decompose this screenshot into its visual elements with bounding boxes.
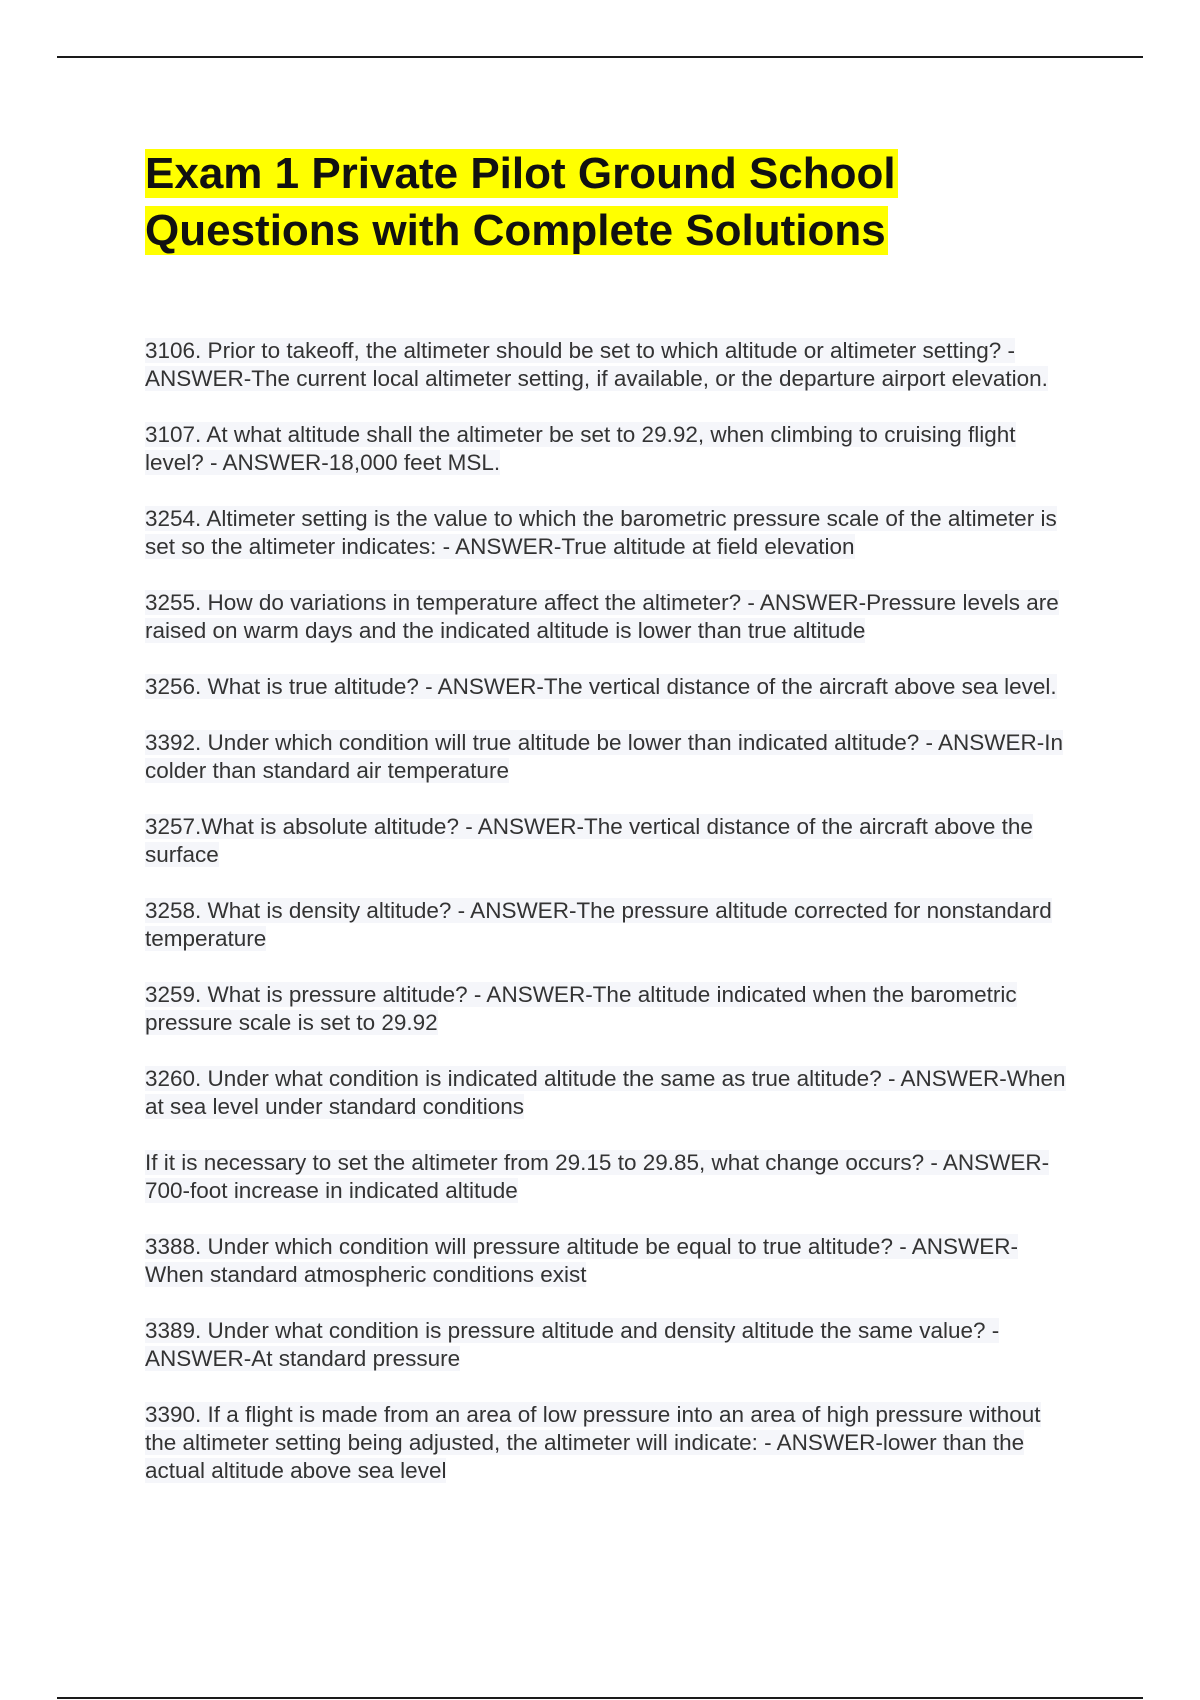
question-answer-item: 3254. Altimeter setting is the value to which the barometric pressure scale of the altimeter is set so the altimeter indicates: - ANSWER-True altitude at field elevation	[145, 506, 1057, 559]
question-answer-item: 3389. Under what condition is pressure altitude and density altitude the same value? - ANSWER-At standard pressure	[145, 1318, 1000, 1371]
question-answer-item: 3256. What is true altitude? - ANSWER-The vertical distance of the aircraft above sea level.	[145, 674, 1057, 699]
bottom-divider	[57, 1697, 1143, 1699]
title-text: Exam 1 Private Pilot Ground School Questions with Complete Solutions	[145, 149, 896, 255]
document-title	[145, 145, 1075, 259]
question-answer-item: If it is necessary to set the altimeter from 29.15 to 29.85, what change occurs? - ANSWER-700-foot increase in indicated altitude	[145, 1150, 1050, 1203]
question-answer-item: 3258. What is density altitude? - ANSWER-The pressure altitude corrected for nonstandard temperature	[145, 898, 1052, 951]
question-answer-item: 3392. Under which condition will true altitude be lower than indicated altitude? - ANSWER-In colder than standard air temperature	[145, 730, 1063, 783]
question-answer-item: 3107. At what altitude shall the altimeter be set to 29.92, when climbing to cruising flight level? - ANSWER-18,000 feet MSL.	[145, 422, 1016, 475]
question-answer-item: 3388. Under which condition will pressure altitude be equal to true altitude? - ANSWER-When standard atmospheric conditions exist	[145, 1234, 1018, 1287]
document-body	[145, 145, 1075, 1513]
question-answer-item: 3259. What is pressure altitude? - ANSWER-The altitude indicated when the barometric pressure scale is set to 29.92	[145, 982, 1017, 1035]
question-answer-item: 3257.What is absolute altitude? - ANSWER-The vertical distance of the aircraft above the surface	[145, 814, 1033, 867]
question-answer-item: 3390. If a flight is made from an area of low pressure into an area of high pressure without the altimeter setting being adjusted, the altimeter will indicate: - ANSWER-lower than the actual altitude above sea level	[145, 1402, 1041, 1483]
top-divider	[57, 56, 1143, 58]
question-answer-item: 3106. Prior to takeoff, the altimeter should be set to which altitude or altimeter setting? - ANSWER-The current local altimeter setting, if available, or the departure airport elevation.	[145, 338, 1048, 391]
question-answer-item: 3260. Under what condition is indicated altitude the same as true altitude? - ANSWER-When at sea level under standard conditions	[145, 1066, 1066, 1119]
question-answer-item: 3255. How do variations in temperature affect the altimeter? - ANSWER-Pressure levels are raised on warm days and the indicated altitude is lower than true altitude	[145, 590, 1059, 643]
